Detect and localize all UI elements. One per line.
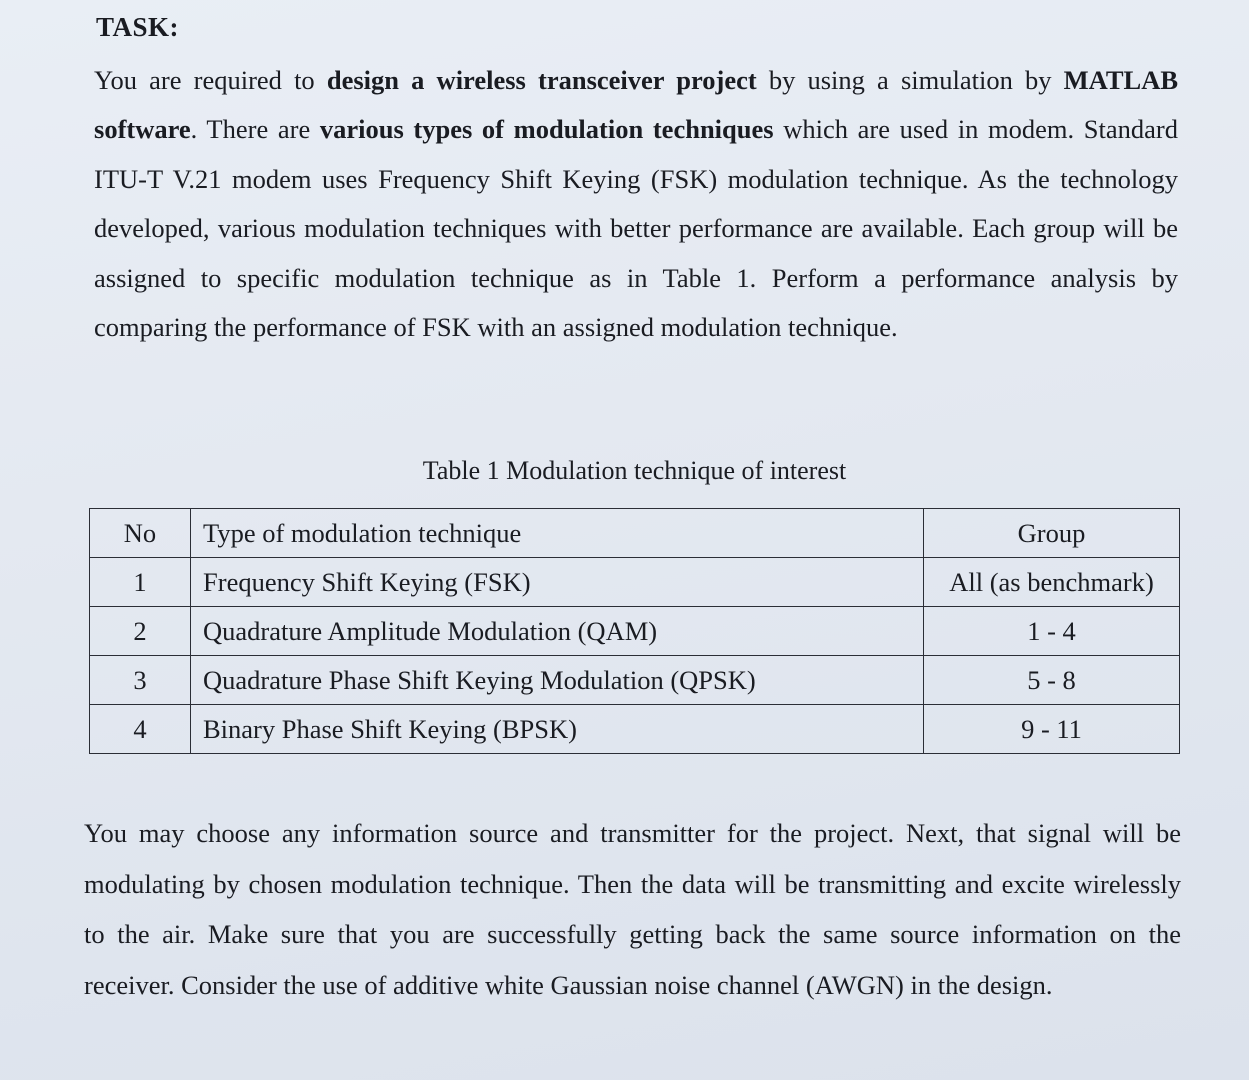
paragraph1-bold-software: MATLAB software: [94, 65, 1179, 145]
paragraph1-text-2: by using a simulation by: [756, 65, 1064, 95]
table-header-row: [90, 509, 1180, 558]
cell-group: 9 - 11: [924, 705, 1180, 754]
cell-type: Frequency Shift Keying (FSK): [191, 558, 924, 607]
cell-group: 5 - 8: [924, 656, 1180, 705]
table-caption: Table 1 Modulation technique of interest: [422, 456, 847, 485]
cell-group: All (as benchmark): [924, 558, 1180, 607]
table-row: [90, 558, 1180, 607]
header-group: Group: [924, 509, 1180, 558]
header-type: Type of modulation technique: [191, 509, 924, 558]
cell-no: 1: [90, 558, 191, 607]
table-row: [90, 705, 1180, 754]
cell-type: Quadrature Phase Shift Keying Modulation (QPSK): [191, 656, 924, 705]
paragraph1-bold-modulation: various types of modulation techniques: [319, 114, 774, 145]
table-row: [90, 607, 1180, 656]
table-row: [90, 656, 1180, 705]
task-description-paragraph: [94, 56, 1178, 352]
paragraph1-text-1: You are required to: [94, 65, 327, 95]
paragraph1-bold-project: design a wireless transceiver project: [326, 65, 757, 95]
header-no: No: [90, 509, 191, 558]
cell-type: Binary Phase Shift Keying (BPSK): [191, 705, 924, 754]
cell-group: 1 - 4: [924, 607, 1180, 656]
project-instructions-paragraph: You may choose any information source and transmitter for the project. Next, that signal will be modulating by chosen modulation technique. Then the data will be transmitting and excite wirelessly to the air. Make sure that you are successfully getting back the same source information on the receiver. Consider the use of additive white Gaussian noise channel (AWGN) in the design.: [84, 818, 1181, 1000]
cell-type: Quadrature Amplitude Modulation (QAM): [191, 607, 924, 656]
task-heading: TASK:: [96, 12, 180, 42]
paragraph1-text-4: which are used in modem. Standard ITU-T V.21 modem uses Frequency Shift Keying (FSK) modulation technique. As the technology developed, various modulation techniques with better performance are available. Each group will be assigned to specific modulation technique as in Table 1. Perform a performance analysis by comparing the performance of FSK with an assigned modulation technique.: [94, 114, 1179, 343]
cell-no: 3: [90, 656, 191, 705]
paragraph1-text-3: . There are: [190, 114, 320, 145]
cell-no: 2: [90, 607, 191, 656]
modulation-table: [89, 508, 1180, 754]
cell-no: 4: [90, 705, 191, 754]
